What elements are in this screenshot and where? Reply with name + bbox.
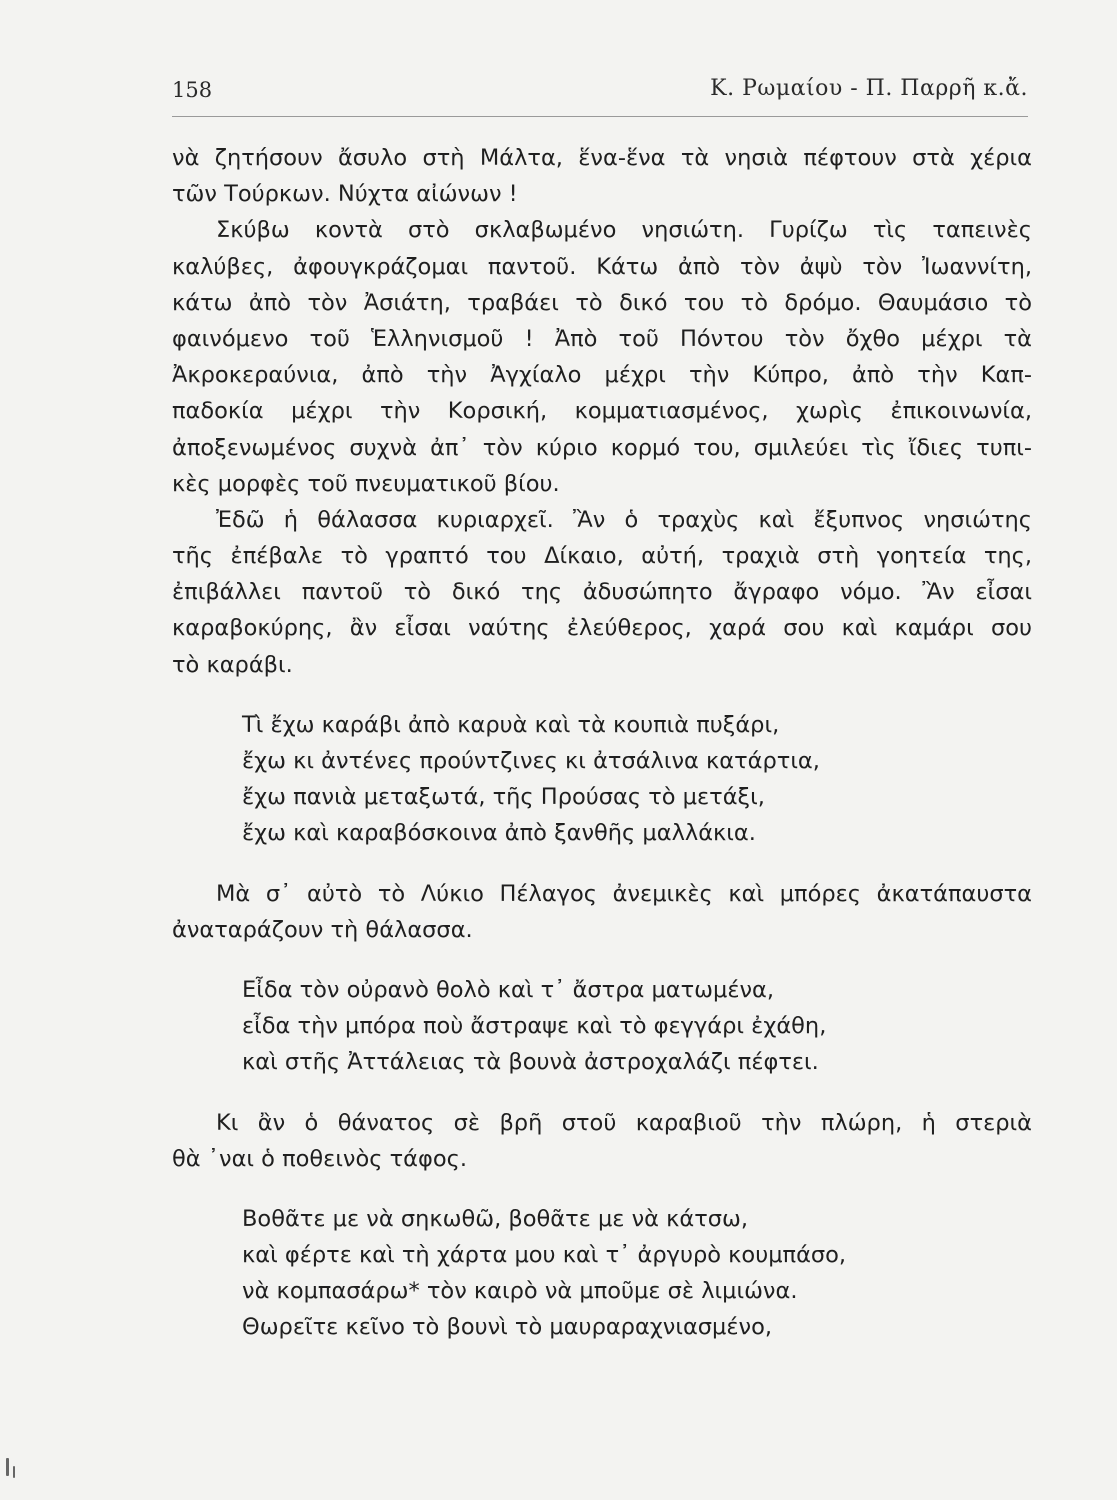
header-rule xyxy=(172,116,1028,117)
scan-mark xyxy=(13,1466,15,1478)
text-line: καραβοκύρης, ἂν εἶσαι ναύτης ἐλεύθερος, χαρά σου καὶ καμάρι σου xyxy=(172,615,1032,642)
text-line: Σκύβω κοντὰ στὸ σκλαβωμένο νησιώτη. Γυρίζω τὶς ταπεινὲς xyxy=(216,217,1032,244)
paragraph-5 xyxy=(172,1105,1032,1177)
paragraph-1 xyxy=(172,140,1032,212)
text-line: ἀποξενωμένος συχνὰ ἀπ᾿ τὸν κύριο κορμό του, σμιλεύει τὶς ἴδιες τυπι- xyxy=(172,434,1032,461)
paragraph-2 xyxy=(172,212,1032,502)
text-line: νὰ ζητήσουν ἄσυλο στὴ Μάλτα, ἕνα-ἕνα τὰ νησιὰ πέφτουν στὰ χέρια xyxy=(172,145,1032,171)
verse-stanza-3 xyxy=(172,1201,1032,1346)
text-line: κάτω ἀπὸ τὸν Ἀσιάτη, τραβάει τὸ δικό του τὸ δρόμο. Θαυμάσιο τὸ xyxy=(172,289,1032,316)
paragraph-4 xyxy=(172,876,1032,948)
verse-line: ἔχω κι ἀντένες προύντζινες κι ἀτσάλινα κατάρτια, xyxy=(242,748,820,774)
text-line: τῶν Τούρκων. Νύχτα αἰώνων ! xyxy=(172,181,518,208)
text-line: Κι ἂν ὁ θάνατος σὲ βρῆ στοῦ καραβιοῦ τὴν πλώρη, ἡ στεριὰ xyxy=(216,1109,1032,1136)
text-line: ἐπιβάλλει παντοῦ τὸ δικό της ἀδυσώπητο ἄγραφο νόμο. Ἂν εἶσαι xyxy=(172,579,1032,606)
verse-line: ἔχω πανιὰ μεταξωτά, τῆς Προύσας τὸ μετάξι, xyxy=(242,784,765,811)
text-line: θὰ ᾿ναι ὁ ποθεινὸς τάφος. xyxy=(172,1145,467,1172)
text-line: καλύβες, ἀφουγκράζομαι παντοῦ. Κάτω ἀπὸ τὸν ἀψὺ τὸν Ἰωαννίτη, xyxy=(172,253,1032,280)
body-text xyxy=(172,140,1032,1346)
page-number: 158 xyxy=(172,78,213,102)
text-line: Ἐδῶ ἡ θάλασσα κυριαρχεῖ. Ἂν ὁ τραχὺς καὶ ἔξυπνος νησιώτης xyxy=(216,506,1032,533)
text-line: τὸ καράβι. xyxy=(172,651,293,678)
verse-stanza-2 xyxy=(172,972,1032,1081)
text-line: ἀναταράζουν τὴ θάλασσα. xyxy=(172,916,473,943)
verse-line: καὶ στῆς Ἀττάλειας τὰ βουνὰ ἀστροχαλάζι πέφτει. xyxy=(242,1049,819,1076)
page-header xyxy=(172,78,1028,108)
verse-stanza-1 xyxy=(172,707,1032,852)
text-line: κὲς μορφὲς τοῦ πνευματικοῦ βίου. xyxy=(172,470,560,497)
verse-line: καὶ φέρτε καὶ τὴ χάρτα μου καὶ τ᾿ ἀργυρὸ κουμπάσο, xyxy=(242,1242,847,1269)
verse-line: Βοθᾶτε με νὰ σηκωθῶ, βοθᾶτε με νὰ κάτσω, xyxy=(242,1205,749,1232)
verse-line: Θωρεῖτε κεῖνο τὸ βουνὶ τὸ μαυραραχνιασμένο, xyxy=(242,1314,773,1341)
running-head: Κ. Ρωμαίου - Π. Παρρῆ κ.ἄ. xyxy=(710,76,1028,101)
paragraph-3 xyxy=(172,502,1032,683)
text-line: Ἀκροκεραύνια, ἀπὸ τὴν Ἀγχίαλο μέχρι τὴν Κύπρο, ἀπὸ τὴν Καπ- xyxy=(172,362,1032,389)
text-line: παδοκία μέχρι τὴν Κορσική, κομματιασμένος, χωρὶς ἐπικοινωνία, xyxy=(172,398,1032,425)
text-line: φαινόμενο τοῦ Ἑλληνισμοῦ ! Ἀπὸ τοῦ Πόντου τὸν ὄχθο μέχρι τὰ xyxy=(172,325,1032,352)
verse-line: εἶδα τὴν μπόρα ποὺ ἄστραψε καὶ τὸ φεγγάρι ἐχάθη, xyxy=(242,1013,827,1040)
text-line: Μὰ σ᾿ αὐτὸ τὸ Λύκιο Πέλαγος ἀνεμικὲς καὶ μπόρες ἀκατάπαυστα xyxy=(216,880,1032,907)
verse-line: νὰ κομπασάρω* τὸν καιρὸ νὰ μποῦμε σὲ λιμιώνα. xyxy=(242,1278,798,1305)
text-line: τῆς ἐπέβαλε τὸ γραπτό του Δίκαιο, αὐτή, τραχιὰ στὴ γοητεία της, xyxy=(172,543,1032,570)
scan-mark xyxy=(6,1458,9,1476)
verse-line: Εἶδα τὸν οὐρανὸ θολὸ καὶ τ᾿ ἄστρα ματωμένα, xyxy=(242,976,775,1003)
verse-line: ἔχω καὶ καραβόσκοινα ἀπὸ ξανθῆς μαλλάκια. xyxy=(242,820,756,847)
verse-line: Τὶ ἔχω καράβι ἀπὸ καρυὰ καὶ τὰ κουπιὰ πυξάρι, xyxy=(242,711,780,738)
